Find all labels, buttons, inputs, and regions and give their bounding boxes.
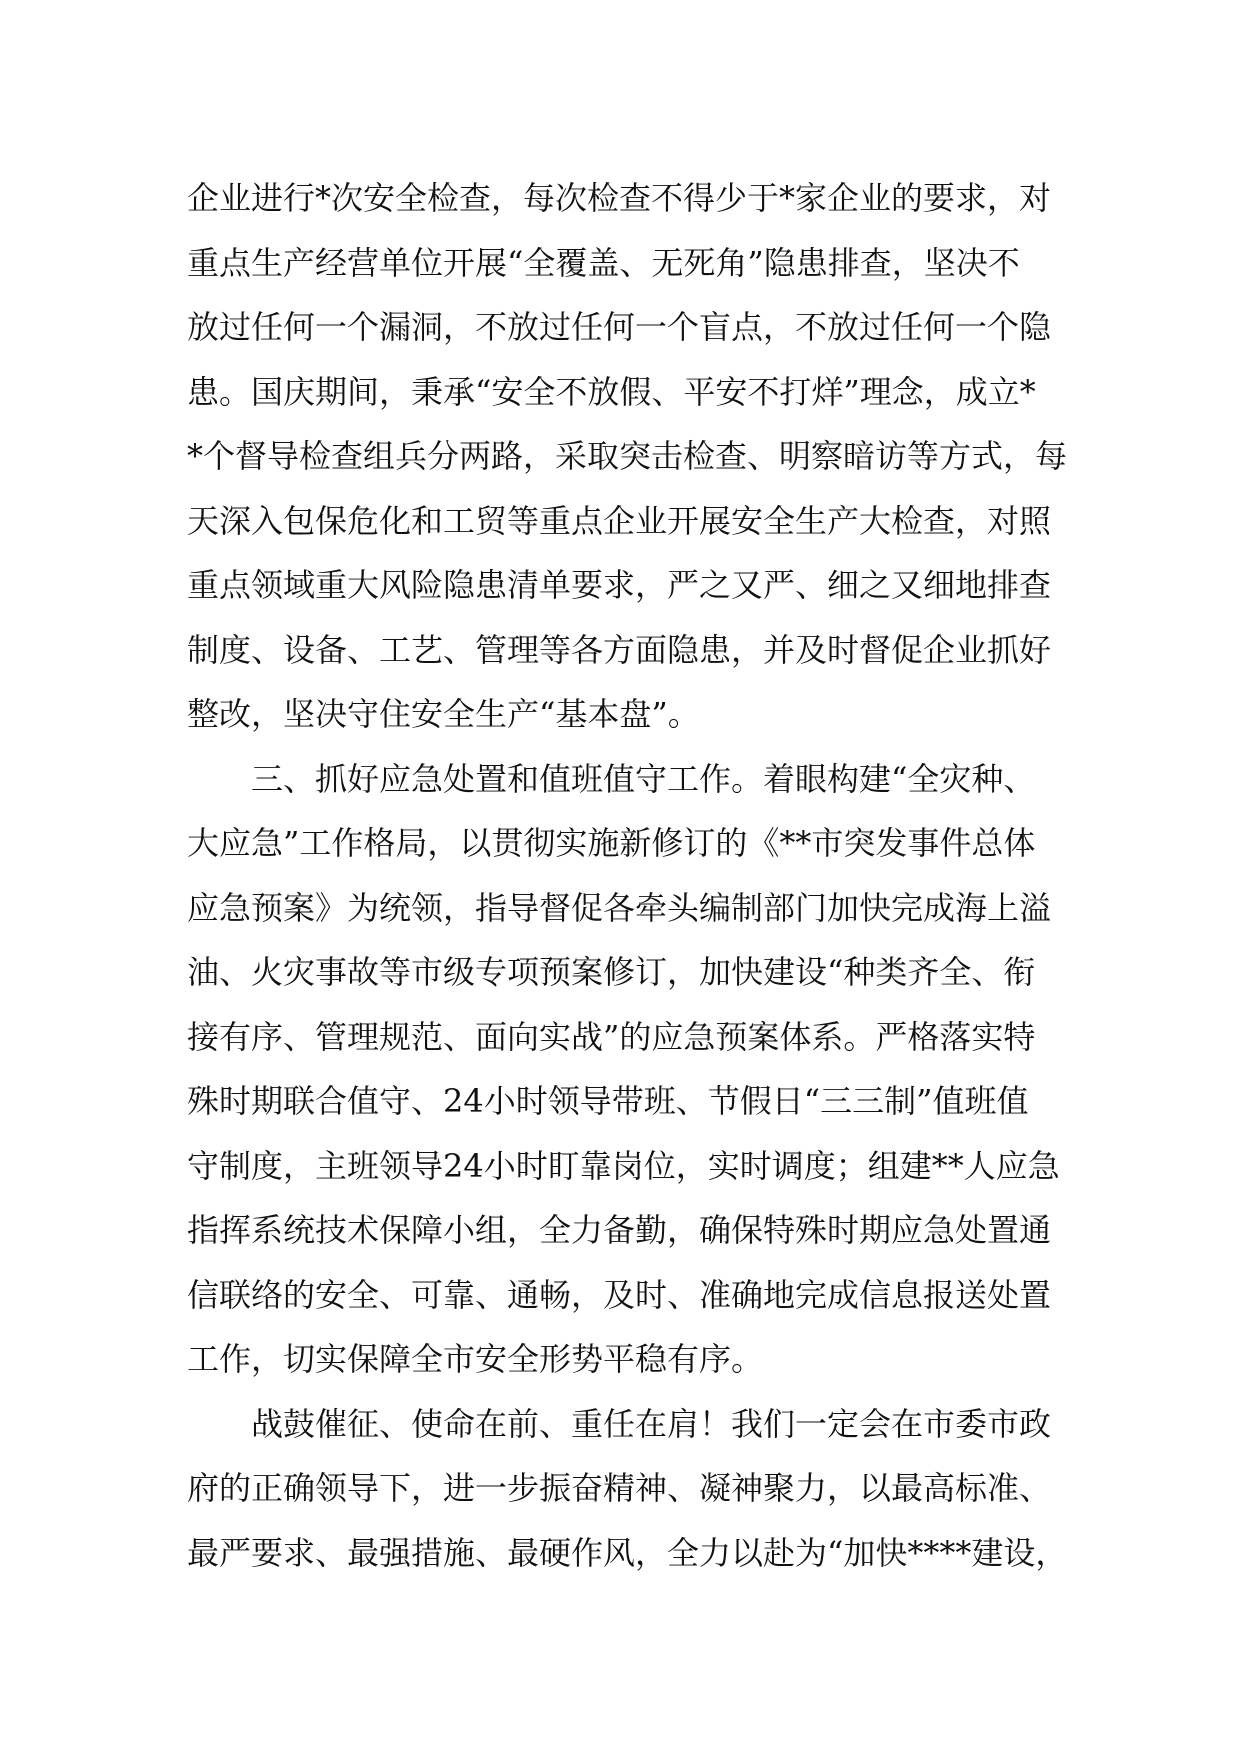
text-line-19: 工作，切实保障全市安全形势平稳有序。	[187, 1340, 764, 1378]
text-line-8: 制度、设备、工艺、管理等各方面隐患，并及时督促企业抓好	[187, 630, 1052, 669]
closing-paragraph-line: 战鼓催征、使命在前、重任在肩！我们一定会在市委市政	[251, 1404, 1052, 1443]
text-line-15: 殊时期联合值守、24小时领导带班、节假日“三三制”值班值	[187, 1082, 1029, 1120]
text-line-6: 天深入包保危化和工贸等重点企业开展安全生产大检查，对照	[187, 501, 1052, 540]
section-heading-line: 三、抓好应急处置和值班值守工作。着眼构建“全灾种、	[251, 759, 1036, 798]
text-line-14: 接有序、管理规范、面向实战”的应急预案体系。严格落实特	[187, 1017, 1036, 1056]
text-line-1: 企业进行*次安全检查，每次检查不得少于*家企业的要求，对	[187, 179, 1052, 217]
text-line-3: 放过任何一个漏洞，不放过任何一个盲点，不放过任何一个隐	[187, 308, 1052, 346]
text-line-9: 整改，坚决守住安全生产“基本盘”。	[187, 695, 700, 733]
text-line-17: 指挥系统技术保障小组，全力备勤，确保特殊时期应急处置通	[187, 1211, 1052, 1249]
body-text	[187, 166, 1087, 1585]
text-line-13: 油、火灾事故等市级专项预案修订，加快建设“种类齐全、衔	[187, 953, 1036, 991]
text-line-11: 大应急”工作格局，以贯彻实施新修订的《**市突发事件总体	[187, 824, 1036, 862]
text-line-7: 重点领域重大风险隐患清单要求，严之又严、细之又细地排查	[187, 566, 1052, 604]
text-line-22: 最严要求、最强措施、最硬作风，全力以赴为“加快****建设，	[187, 1533, 1068, 1572]
text-line-12: 应急预案》为统领，指导督促各牵头编制部门加快完成海上溢	[187, 888, 1052, 927]
text-line-18: 信联络的安全、可靠、通畅，及时、准确地完成信息报送处置	[187, 1275, 1052, 1314]
text-line-2: 重点生产经营单位开展“全覆盖、无死角”隐患排查，坚决不	[187, 243, 1020, 282]
text-line-5: *个督导检查组兵分两路，采取突击检查、明察暗访等方式，每	[187, 437, 1068, 475]
text-line-16: 守制度，主班领导24小时盯靠岗位，实时调度；组建**人应急	[187, 1146, 1060, 1185]
text-line-21: 府的正确领导下，进一步振奋精神、凝神聚力，以最高标准、	[187, 1469, 1052, 1507]
text-line-4: 患。国庆期间，秉承“安全不放假、平安不打烊”理念，成立*	[187, 372, 1036, 411]
